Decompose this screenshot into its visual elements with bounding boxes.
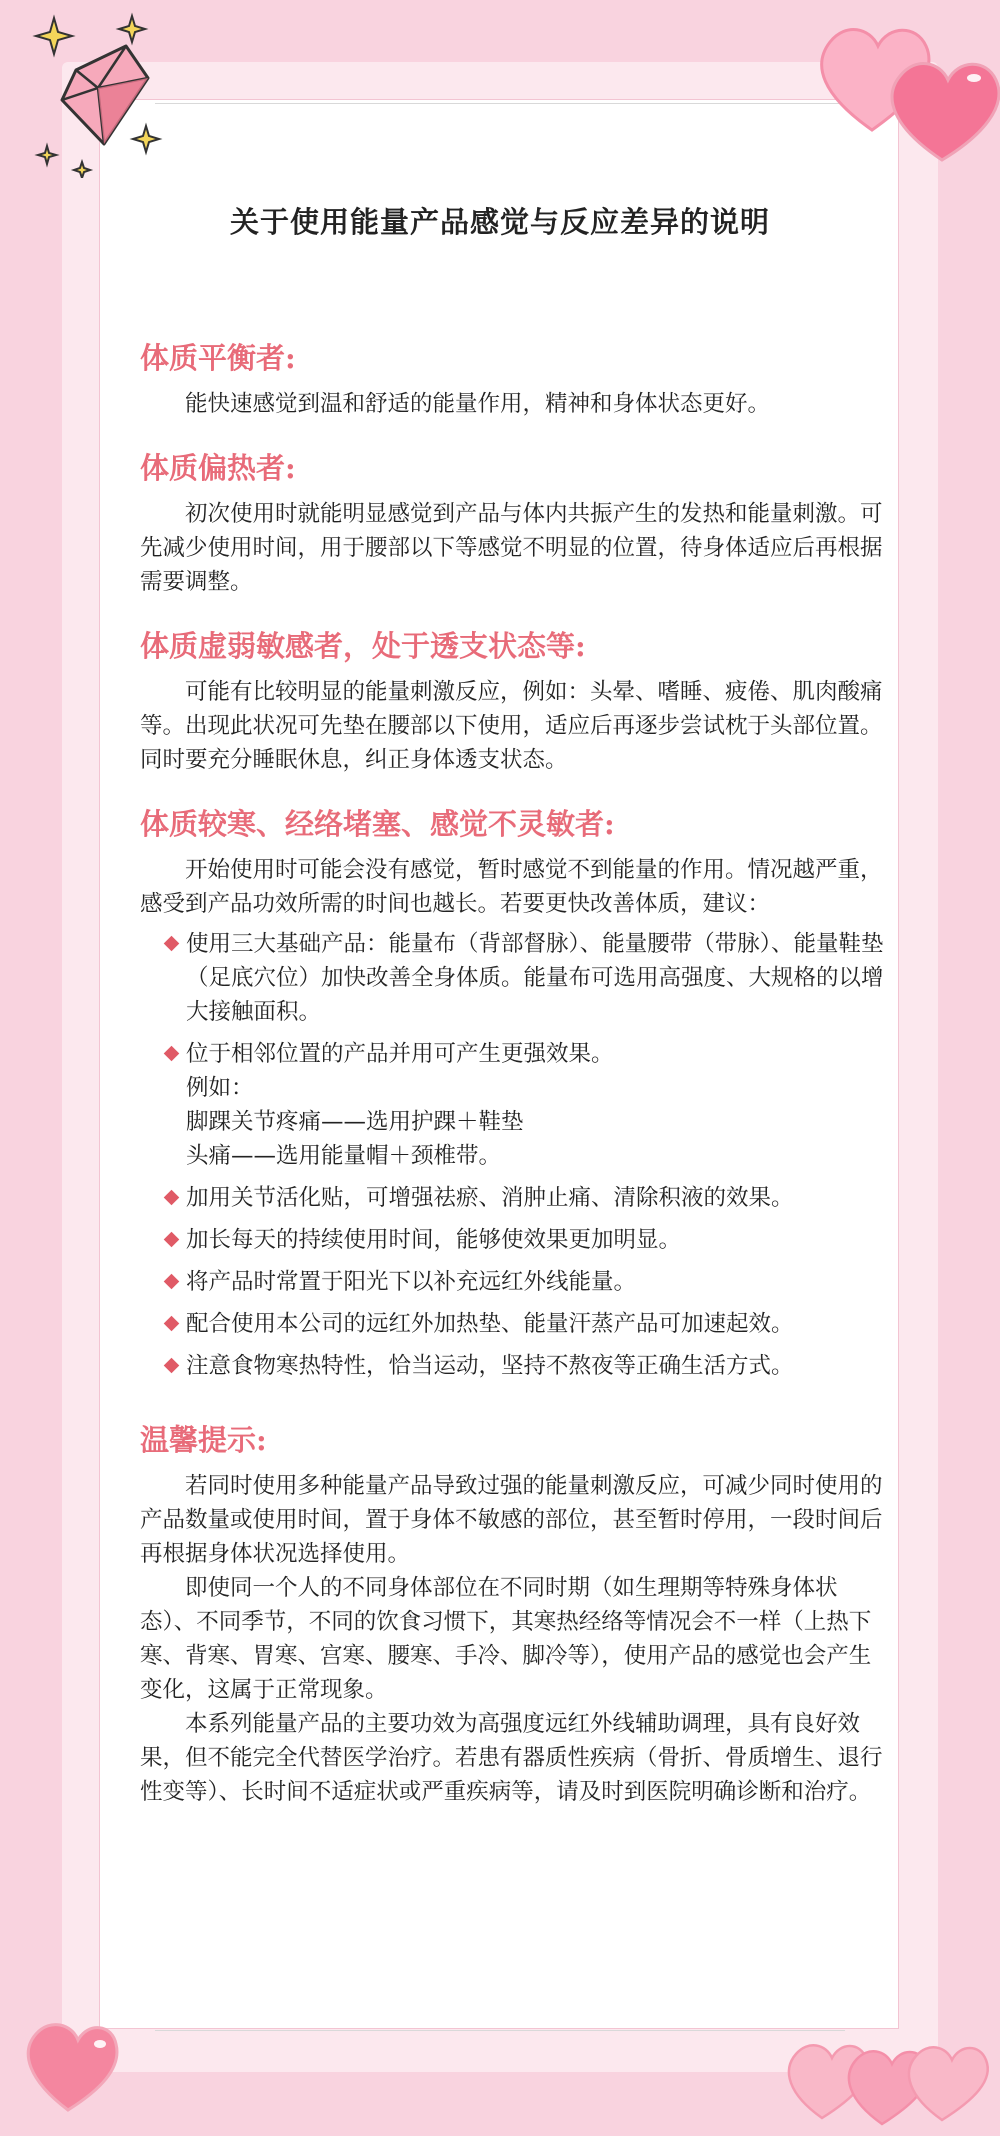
example-label: 例如： [186, 1075, 254, 1101]
section-heading: 体质偏热者: [140, 451, 296, 485]
section-paragraph: 本系列能量产品的主要功效为高强度远红外线辅助调理，具有良好效果，但不能完全代替医学治疗。若患有器质性疾病（骨折、骨质增生、退行性变等）、长时间不适症状或严重疾病等，请及时到医院明确诊断和治疗。 [140, 1711, 883, 1805]
section-paragraph: 若同时使用多种能量产品导致过强的能量刺激反应，可减少同时使用的产品数量或使用时间，置于身体不敏感的部位，甚至暂时停用，一段时间后再根据身体状况选择使用。 [140, 1473, 883, 1567]
section-tips [140, 1419, 890, 1809]
bottom-divider [155, 2030, 845, 2031]
list-item [166, 1037, 890, 1173]
hearts-icon [782, 2010, 1000, 2130]
top-divider [155, 103, 845, 104]
section-paragraph: 能快速感觉到温和舒适的能量作用，精神和身体状态更好。 [185, 391, 771, 417]
document-body [140, 200, 890, 1835]
diamond-bullet-icon [164, 1232, 180, 1248]
example-line: 头痛——选用能量帽＋颈椎带。 [186, 1143, 502, 1169]
section-paragraph: 可能有比较明显的能量刺激反应，例如：头晕、嗜睡、疲倦、肌肉酸痛等。出现此状况可先垫在腰部以下使用，适应后再逐步尝试枕于头部位置。同时要充分睡眠休息，纠正身体透支状态。 [140, 679, 883, 773]
list-item-text: 使用三大基础产品：能量布（背部督脉）、能量腰带（带脉）、能量鞋垫（足底穴位）加快改善全身体质。能量布可选用高强度、大规格的以增大接触面积。 [186, 931, 884, 1025]
section-heading: 体质虚弱敏感者，处于透支状态等: [140, 629, 586, 663]
section-paragraph: 初次使用时就能明显感觉到产品与体内共振产生的发热和能量刺激。可先减少使用时间，用于腰部以下等感觉不明显的位置，待身体适应后再根据需要调整。 [140, 501, 883, 595]
list-item [166, 1349, 890, 1383]
list-item-text: 加用关节活化贴，可增强祛瘀、消肿止痛、清除积液的效果。 [186, 1185, 794, 1211]
diamond-bullet-icon [164, 936, 180, 952]
diamond-bullet-icon [164, 1316, 180, 1332]
list-item-text: 加长每天的持续使用时间，能够使效果更加明显。 [186, 1227, 682, 1253]
diamond-bullet-icon [164, 1358, 180, 1374]
section-hot [140, 447, 890, 599]
section-cold [140, 803, 890, 1383]
section-balanced [140, 337, 890, 421]
diamond-bullet-icon [164, 1190, 180, 1206]
section-paragraph: 即使同一个人的不同身体部位在不同时期（如生理期等特殊身体状态）、不同季节，不同的饮食习惯下，其寒热经络等情况会不一样（上热下寒、背寒、胃寒、宫寒、腰寒、手冷、脚冷等），使用产品的感觉也会产生变化，这属于正常现象。 [140, 1575, 872, 1703]
gem-icon [62, 46, 148, 144]
list-item [166, 1265, 890, 1299]
list-item [166, 1181, 890, 1215]
list-item [166, 1223, 890, 1257]
section-heading: 体质较寒、经络堵塞、感觉不灵敏者: [140, 807, 615, 841]
section-paragraph: 开始使用时可能会没有感觉，暂时感觉不到能量的作用。情况越严重，感受到产品功效所需的时间也越长。若要更快改善体质，建议： [140, 857, 883, 917]
heart-icon [20, 2010, 120, 2120]
list-item-text: 配合使用本公司的远红外加热垫、能量汗蒸产品可加速起效。 [186, 1311, 794, 1337]
list-item [166, 927, 890, 1029]
diamond-bullet-icon [164, 1274, 180, 1290]
diamond-bullet-icon [164, 1046, 180, 1062]
page-title: 关于使用能量产品感觉与反应差异的说明 [229, 205, 770, 239]
list-item-text: 位于相邻位置的产品并用可产生更强效果。 [186, 1041, 614, 1067]
hearts-icon [812, 10, 1000, 170]
section-weak [140, 625, 890, 777]
suggestion-list [140, 927, 890, 1383]
list-item-text: 注意食物寒热特性，恰当运动，坚持不熬夜等正确生活方式。 [186, 1353, 794, 1379]
diamond-icon [14, 8, 164, 178]
list-item-text: 将产品时常置于阳光下以补充远红外线能量。 [186, 1269, 637, 1295]
section-heading: 体质平衡者: [140, 341, 296, 375]
example-line: 脚踝关节疼痛——选用护踝＋鞋垫 [186, 1109, 524, 1135]
list-item [166, 1307, 890, 1341]
section-heading: 温馨提示: [140, 1423, 267, 1457]
